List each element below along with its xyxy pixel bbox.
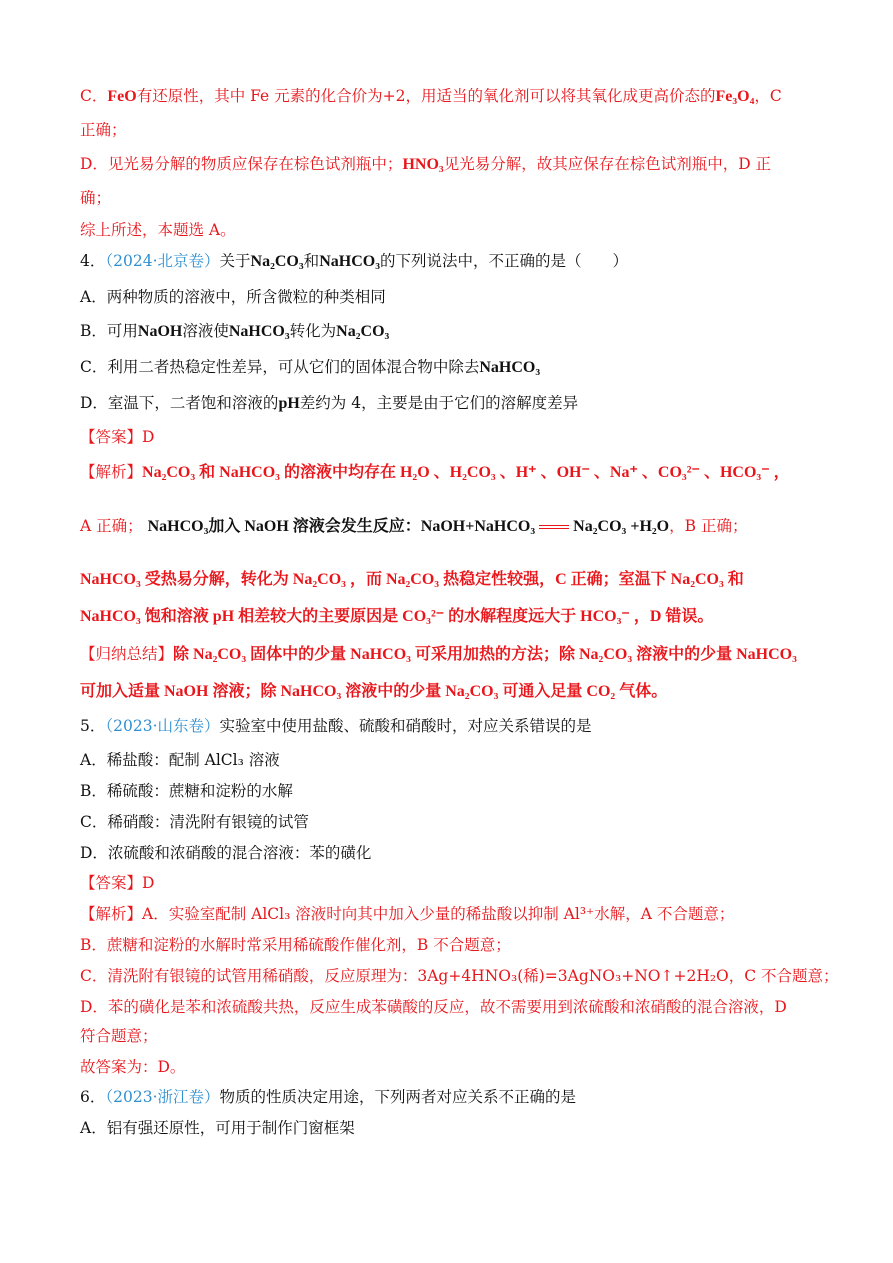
q5-option-a: A．稀盐酸：配制 AlCl₃ 溶液 [80,751,280,769]
q4-option-c: C．利用二者热稳定性差异，可从它们的固体混合物中除去NaHCO₃ [80,358,541,376]
q5-explanation-3: C．清洗附有银镜的试管用稀硝酸，反应原理为：3Ag+4HNO₃(稀)=3AgNO₃+NO↑+2H₂O，C 不合题意； [80,967,839,985]
q3-option-c-explanation-cont: 正确； [80,121,127,139]
q5-option-c: C．稀硝酸：清洗附有银镜的试管 [80,813,309,831]
q4-summary-1: 【归纳总结】除 Na₂CO₃ 固体中的少量 NaHCO₃ 可采用加热的方法；除 Na₂CO₃ 溶液中的少量 NaHCO₃ [80,645,797,663]
q4-source-tag: （2024·北京卷） [105,252,220,270]
q5-explanation-6: 故答案为：D。 [80,1058,186,1076]
q5-explanation-4: D．苯的磺化是苯和浓硫酸共热，反应生成苯磺酸的反应，故不需要用到浓硫酸和浓硝酸的混合溶液，D [80,998,787,1016]
q5-option-d: D．浓硫酸和浓硝酸的混合溶液：苯的磺化 [80,844,372,862]
q4-explanation-2: A 正确； NaHCO₃加入 NaOH 溶液会发生反应：NaOH+NaHCO₃ Na₂CO₃ +H₂O，B 正确； [80,517,748,535]
q3-option-d-explanation: D．见光易分解的物质应保存在棕色试剂瓶中；HNO₃见光易分解，故其应保存在棕色试剂瓶中，D 正 [80,155,772,173]
q6-source-tag: （2023·浙江卷） [105,1088,220,1106]
equals-arrow-icon [539,525,569,529]
q6-stem: 6．（2023·浙江卷）物质的性质决定用途，下列两者对应关系不正确的是 [80,1088,577,1106]
q4-explanation-1: 【解析】Na₂CO₃ 和 NaHCO₃ 的溶液中均存在 H₂O 、H₂CO₃ 、H⁺ 、OH⁻ 、Na⁺ 、CO₃²⁻ 、HCO₃⁻ ， [80,463,790,481]
q5-explanation-5: 符合题意； [80,1027,158,1045]
q4-explanation-4: NaHCO₃ 饱和溶液 pH 相差较大的主要原因是 CO₃²⁻ 的水解程度远大于 HCO₃⁻ ，D 错误。 [80,608,714,625]
q4-stem: 4．（2024·北京卷）关于Na₂CO₃和NaHCO₃的下列说法中，不正确的是（ ） [80,252,628,270]
q3-option-d-explanation-cont: 确； [80,189,112,207]
q4-option-d: D．室温下，二者饱和溶液的pH差约为 4，主要是由于它们的溶解度差异 [80,394,579,412]
q5-explanation-1: 【解析】A．实验室配制 AlCl₃ 溶液时向其中加入少量的稀盐酸以抑制 Al³⁺水解，A 不合题意； [80,905,735,923]
q4-answer: 【答案】D [80,428,155,446]
q5-option-b: B．稀硫酸：蔗糖和淀粉的水解 [80,782,293,800]
q4-option-b: B．可用NaOH溶液使NaHCO₃转化为Na₂CO₃ [80,322,390,340]
q4-explanation-3: NaHCO₃ 受热易分解，转化为 Na₂CO₃ ，而 Na₂CO₃ 热稳定性较强，C 正确；室温下 Na₂CO₃ 和 [80,571,744,588]
q4-option-a: A．两种物质的溶液中，所含微粒的种类相同 [80,288,386,306]
q3-summary: 综上所述，本题选 A。 [80,221,236,239]
q5-source-tag: （2023·山东卷） [105,717,220,735]
q5-answer: 【答案】D [80,874,155,892]
q5-explanation-2: B．蔗糖和淀粉的水解时常采用稀硫酸作催化剂，B 不合题意； [80,936,511,954]
q5-stem: 5．（2023·山东卷）实验室中使用盐酸、硫酸和硝酸时，对应关系错误的是 [80,717,592,735]
q4-summary-2: 可加入适量 NaOH 溶液；除 NaHCO₃ 溶液中的少量 Na₂CO₃ 可通入足量 CO₂ 气体。 [80,683,668,700]
q3-option-c-explanation: C．FeO有还原性，其中 Fe 元素的化合价为+2，用适当的氧化剂可以将其氧化成更高价态的Fe₃O₄，C [80,87,782,105]
q6-option-a: A．铝有强还原性，可用于制作门窗框架 [80,1119,355,1137]
